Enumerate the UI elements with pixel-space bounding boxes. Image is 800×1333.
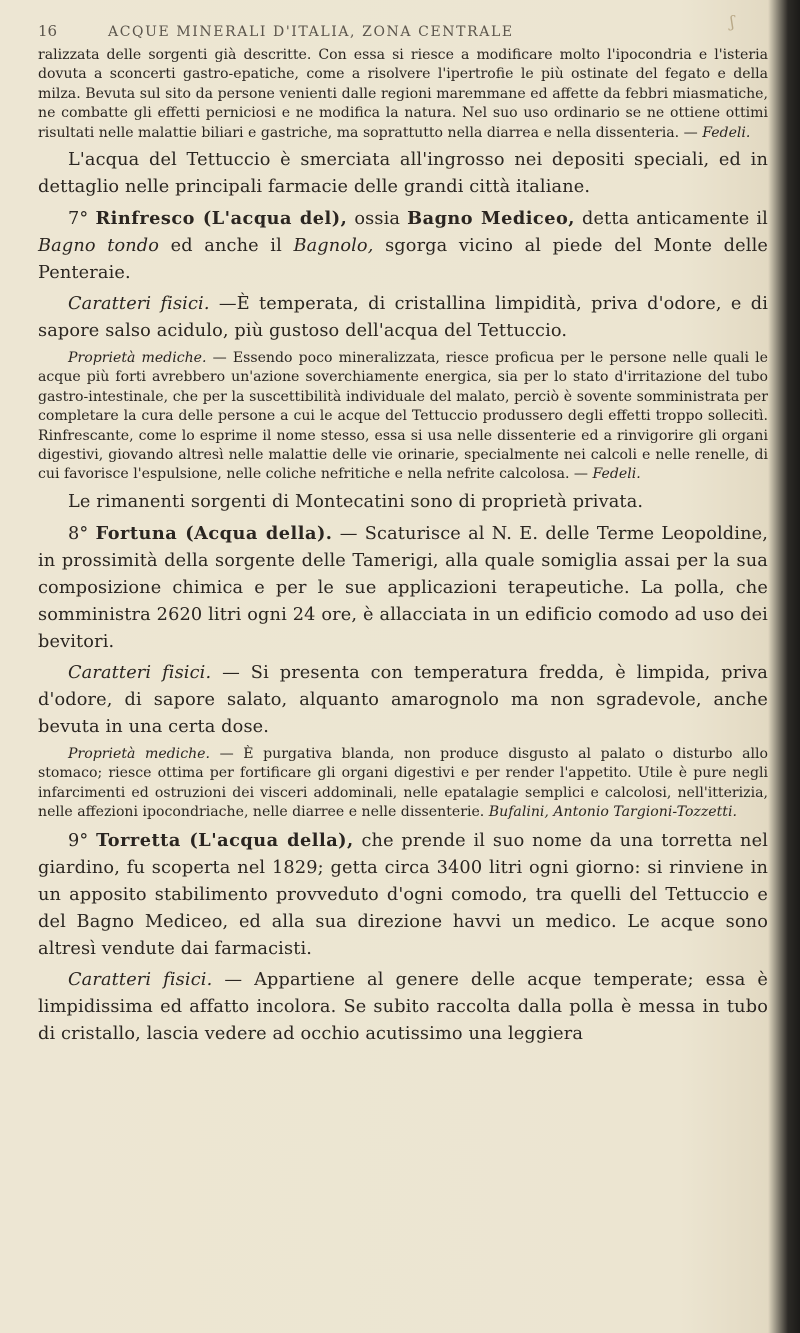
paragraph-text: L'acqua del Tettuccio è smerciata all'ingrosso nei depositi speciali, ed in dettaglio nelle principali farmacie delle grandi città italiane. — [38, 150, 768, 198]
entry-old-name-2: Bagnolo, — [293, 236, 374, 257]
source-citation: Bufalini, Antonio Targioni-Tozzetti. — [488, 804, 737, 821]
entry-connector: ossia — [354, 209, 401, 230]
paragraph-text: ralizzata delle sorgenti già descritte. Con essa si riesce a modificare molto l'ipocondria e l'isteria dovuta a sconcerti gastro-epatiche, come a risolvere l'ipertrofie le più ostinate del fegato e della milza. Bevuta sul sito da persone venienti dalle regioni maremmane ed affette da febbri miasmatiche, ne combatte gli effetti perniciosi e ne modifica la natura. Nel suo uso ordinario se ne ottiene ottimi risultati nelle malattie biliari e gastriche, ma soprattutto nella diarrea e nella dissenteria. — — [38, 47, 768, 141]
entry-connector-2: ed anche il — [170, 236, 282, 257]
paragraph-private-springs — [38, 489, 768, 516]
section-label: Caratteri fisici. — [68, 969, 213, 990]
page-header — [38, 22, 768, 46]
torretta-physical — [38, 967, 768, 1048]
entry-text: detta anticamente il — [581, 209, 768, 230]
fortuna-medical — [38, 745, 768, 823]
paragraph-text: Le rimanenti sorgenti di Montecatini sono di proprietà privata. — [68, 491, 644, 512]
section-text: — Si presenta con temperatura fredda, è limpida, priva d'odore, di sapore salato, alquanto amarognolo ma non sgradevole, anche bevuta in una certa dose. — [38, 662, 768, 737]
entry-text: — Scaturisce al N. E. delle Terme Leopoldine, in prossimità della sorgente delle Tamerigi, alla quale somiglia assai per la sua composizione chimica e per le sue applicazioni terapeutiche. La polla, che somministra 2620 litri ogni 24 ore, è allacciata in un edificio comodo ad uso dei bevitori. — [38, 523, 769, 652]
section-label: Caratteri fisici. — [68, 662, 212, 683]
entry-torretta — [38, 827, 768, 963]
entry-number: 8° — [68, 523, 89, 544]
section-label: Proprietà mediche. — [68, 350, 207, 367]
source-citation: Fedeli. — [702, 124, 751, 141]
source-citation: Fedeli. — [592, 466, 641, 483]
entry-title: Rinfresco (L'acqua del), — [95, 208, 348, 230]
corner-mark: ʃ — [730, 12, 735, 31]
entry-old-name: Bagno tondo — [38, 236, 160, 257]
paragraph-tettuccio-sales — [38, 147, 768, 201]
page-number: 16 — [38, 22, 58, 40]
running-title: ACQUE MINERALI D'ITALIA, ZONA CENTRALE — [108, 24, 514, 40]
entry-title: Torretta (L'acqua della), — [96, 829, 354, 851]
entry-title: Fortuna (Acqua della). — [95, 522, 333, 544]
section-text: — Appartiene al genere delle acque temperate; essa è limpidissima ed affatto incolora. Se subito raccolta dalla polla è messa in tubo di cristallo, lascia vedere ad occhio acutissimo una leggiera — [38, 969, 768, 1044]
section-text: —È temperata, di cristallina limpidità, priva d'odore, e di sapore salso acidulo, più gustoso dell'acqua del Tettuccio. — [38, 294, 768, 342]
entry-alt-name: Bagno Mediceo, — [407, 208, 575, 230]
entry-fortuna — [38, 520, 768, 656]
entry-text: che prende il suo nome da una torretta nel giardino, fu scoperta nel 1829; getta circa 3400 litri ogni giorno: si rinviene in un apposito stabilimento provveduto d'ogni comodo, tra quelli del Tettuccio e del Bagno Mediceo, ed alla sua direzione havvi un medico. Le acque sono altresì vendute dai farmacisti. — [38, 830, 768, 959]
page-content — [38, 8, 768, 1048]
rinfresco-medical — [38, 349, 768, 485]
section-label: Caratteri fisici. — [68, 294, 210, 315]
entry-number: 7° — [68, 209, 89, 230]
section-text: — Essendo poco mineralizzata, riesce proficua per le persone nelle quali le acque più forti avrebbero un'azione soverchiamente energica, sia per lo stato d'irritazione del tubo gastro-intestinale, che per la suscettibilità individuale del malato, perciò è sovente somministrata per completare la cura delle persone a cui le acque del Tettuccio produssero degli effetti troppo sollecitì. Rinfrescante, come lo esprime il nome stesso, essa si usa nelle dissenterie ed a rinvigorire gli organi digestivi, giovando altresì nelle malattie delle vie orinarie, specialmente nei calcoli e nelle renelle, di cui favorisce l'espulsione, nelle coliche nefritiche e nella nefrite calcolosa. — — [38, 350, 769, 483]
rinfresco-physical — [38, 291, 768, 345]
paragraph-intro-continuation — [38, 46, 768, 143]
entry-number: 9° — [68, 830, 89, 851]
entry-rinfresco — [38, 205, 768, 287]
section-label: Proprietà mediche. — [68, 745, 210, 762]
fortuna-physical — [38, 660, 768, 741]
section-text: — È purgativa blanda, non produce disgusto al palato o disturbo allo stomaco; riesce ottima per fortificare gli organi digestivi e per render l'appetito. Utile è pure negli infarcimenti ed ostruzioni dei visceri addominali, nelle epatalagie semplici e calcolosi, nell'itterizia, nelle affezioni ipocondriache, nelle diarree e nelle dissenterie. — [38, 745, 768, 821]
entry-text-rest: sgorga vicino al piede del Monte delle Penteraie. — [38, 236, 768, 284]
